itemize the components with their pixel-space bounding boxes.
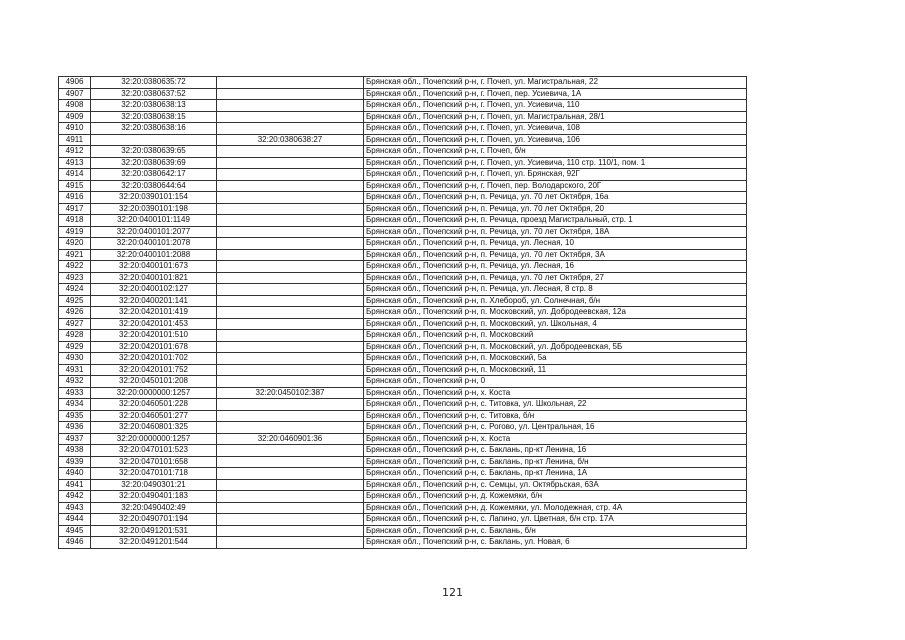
related-cadastral-number-cell (217, 468, 364, 480)
cadastral-number-cell: 32:20:0470101:658 (91, 456, 217, 468)
page-number: 121 (442, 586, 463, 599)
table-row (59, 502, 747, 514)
table-row (59, 134, 747, 146)
address-cell: Брянская обл., Почепский р-н, д. Кожемяки, ул. Молодежная, стр. 4А (364, 502, 747, 514)
cadastral-number-cell: 32:20:0450101:208 (91, 376, 217, 388)
table-row (59, 203, 747, 215)
cadastral-number-cell: 32:20:0490402:49 (91, 502, 217, 514)
related-cadastral-number-cell (217, 445, 364, 457)
table-row (59, 399, 747, 411)
cadastral-number-cell: 32:20:0420101:678 (91, 341, 217, 353)
registry-table-body (59, 77, 747, 549)
table-row (59, 307, 747, 319)
table-row (59, 445, 747, 457)
table-row (59, 353, 747, 365)
cadastral-number-cell: 32:20:0400102:127 (91, 284, 217, 296)
row-number-cell: 4914 (59, 169, 91, 181)
related-cadastral-number-cell (217, 157, 364, 169)
cadastral-number-cell: 32:20:0400101:2077 (91, 226, 217, 238)
related-cadastral-number-cell (217, 226, 364, 238)
address-cell: Брянская обл., Почепский р-н, г. Почеп, ул. Усиевича, 106 (364, 134, 747, 146)
cadastral-number-cell: 32:20:0490401:183 (91, 491, 217, 503)
related-cadastral-number-cell (217, 525, 364, 537)
row-number-cell: 4944 (59, 514, 91, 526)
cadastral-number-cell: 32:20:0400101:1149 (91, 215, 217, 227)
related-cadastral-number-cell (217, 180, 364, 192)
row-number-cell: 4945 (59, 525, 91, 537)
cadastral-number-cell: 32:20:0400101:2078 (91, 238, 217, 250)
row-number-cell: 4926 (59, 307, 91, 319)
related-cadastral-number-cell (217, 77, 364, 89)
cadastral-number-cell: 32:20:0380644:64 (91, 180, 217, 192)
cadastral-number-cell: 32:20:0380642:17 (91, 169, 217, 181)
row-number-cell: 4930 (59, 353, 91, 365)
related-cadastral-number-cell: 32:20:0460901:36 (217, 433, 364, 445)
row-number-cell: 4910 (59, 123, 91, 135)
address-cell: Брянская обл., Почепский р-н, с. Баклань, б/н (364, 525, 747, 537)
table-row (59, 341, 747, 353)
cadastral-number-cell: 32:20:0000000:1257 (91, 433, 217, 445)
row-number-cell: 4925 (59, 295, 91, 307)
cadastral-number-cell: 32:20:0390101:154 (91, 192, 217, 204)
related-cadastral-number-cell (217, 203, 364, 215)
address-cell: Брянская обл., Почепский р-н, г. Почеп, ул. Магистральная, 22 (364, 77, 747, 89)
related-cadastral-number-cell (217, 284, 364, 296)
row-number-cell: 4919 (59, 226, 91, 238)
cadastral-number-cell: 32:20:0420101:453 (91, 318, 217, 330)
related-cadastral-number-cell (217, 422, 364, 434)
row-number-cell: 4916 (59, 192, 91, 204)
row-number-cell: 4928 (59, 330, 91, 342)
related-cadastral-number-cell (217, 318, 364, 330)
address-cell: Брянская обл., Почепский р-н, п. Московский, ул. Добродеевская, 5Б (364, 341, 747, 353)
cadastral-number-cell: 32:20:0380638:13 (91, 100, 217, 112)
address-cell: Брянская обл., Почепский р-н, п. Речица, ул. 70 лет Октября, 18А (364, 226, 747, 238)
cadastral-number-cell: 32:20:0400101:821 (91, 272, 217, 284)
table-row (59, 146, 747, 158)
related-cadastral-number-cell (217, 353, 364, 365)
table-row (59, 100, 747, 112)
related-cadastral-number-cell (217, 399, 364, 411)
registry-table (58, 76, 747, 549)
address-cell: Брянская обл., Почепский р-н, г. Почеп, пер. Володарского, 20Г (364, 180, 747, 192)
address-cell: Брянская обл., Почепский р-н, г. Почеп, ул. Усиевича, 110 стр. 110/1, пом. 1 (364, 157, 747, 169)
cadastral-number-cell: 32:20:0470101:523 (91, 445, 217, 457)
cadastral-number-cell: 32:20:0491201:531 (91, 525, 217, 537)
table-row (59, 284, 747, 296)
related-cadastral-number-cell (217, 295, 364, 307)
address-cell: Брянская обл., Почепский р-н, п. Речица, ул. 70 лет Октября, 27 (364, 272, 747, 284)
cadastral-number-cell: 32:20:0380638:15 (91, 111, 217, 123)
table-row (59, 77, 747, 89)
cadastral-number-cell: 32:20:0380635:72 (91, 77, 217, 89)
related-cadastral-number-cell (217, 169, 364, 181)
row-number-cell: 4923 (59, 272, 91, 284)
row-number-cell: 4937 (59, 433, 91, 445)
table-row (59, 192, 747, 204)
address-cell: Брянская обл., Почепский р-н, п. Речица, ул. 70 лет Октября, 16а (364, 192, 747, 204)
address-cell: Брянская обл., Почепский р-н, г. Почеп, ул. Усиевича, 110 (364, 100, 747, 112)
cadastral-number-cell: 32:20:0490701:194 (91, 514, 217, 526)
cadastral-number-cell: 32:20:0460801:325 (91, 422, 217, 434)
row-number-cell: 4946 (59, 537, 91, 549)
table-row (59, 169, 747, 181)
table-row (59, 514, 747, 526)
related-cadastral-number-cell: 32:20:0450102:387 (217, 387, 364, 399)
table-row (59, 525, 747, 537)
table-row (59, 123, 747, 135)
cadastral-number-cell: 32:20:0380639:65 (91, 146, 217, 158)
table-row (59, 272, 747, 284)
related-cadastral-number-cell (217, 330, 364, 342)
table-row (59, 537, 747, 549)
address-cell: Брянская обл., Почепский р-н, п. Московский, ул. Добродеевская, 12а (364, 307, 747, 319)
related-cadastral-number-cell (217, 307, 364, 319)
cadastral-number-cell: 32:20:0400201:141 (91, 295, 217, 307)
related-cadastral-number-cell (217, 100, 364, 112)
related-cadastral-number-cell (217, 238, 364, 250)
related-cadastral-number-cell (217, 215, 364, 227)
related-cadastral-number-cell (217, 261, 364, 273)
related-cadastral-number-cell (217, 514, 364, 526)
address-cell: Брянская обл., Почепский р-н, с. Титовка, ул. Школьная, 22 (364, 399, 747, 411)
table-row (59, 364, 747, 376)
cadastral-number-cell: 32:20:0491201:544 (91, 537, 217, 549)
row-number-cell: 4927 (59, 318, 91, 330)
row-number-cell: 4942 (59, 491, 91, 503)
cadastral-number-cell: 32:20:0000000:1257 (91, 387, 217, 399)
cadastral-number-cell (91, 134, 217, 146)
table-row (59, 226, 747, 238)
row-number-cell: 4932 (59, 376, 91, 388)
table-row (59, 387, 747, 399)
related-cadastral-number-cell (217, 410, 364, 422)
address-cell: Брянская обл., Почепский р-н, п. Речица, ул. 70 лет Октября, 3А (364, 249, 747, 261)
address-cell: Брянская обл., Почепский р-н, г. Почеп, б/н (364, 146, 747, 158)
table-row (59, 295, 747, 307)
table-row (59, 238, 747, 250)
related-cadastral-number-cell (217, 272, 364, 284)
related-cadastral-number-cell (217, 502, 364, 514)
cadastral-number-cell: 32:20:0420101:419 (91, 307, 217, 319)
row-number-cell: 4933 (59, 387, 91, 399)
row-number-cell: 4941 (59, 479, 91, 491)
row-number-cell: 4931 (59, 364, 91, 376)
address-cell: Брянская обл., Почепский р-н, с. Семцы, ул. Октябрьская, 63А (364, 479, 747, 491)
table-row (59, 422, 747, 434)
table-row (59, 433, 747, 445)
address-cell: Брянская обл., Почепский р-н, п. Московский, 11 (364, 364, 747, 376)
related-cadastral-number-cell (217, 491, 364, 503)
address-cell: Брянская обл., Почепский р-н, х. Коста (364, 433, 747, 445)
related-cadastral-number-cell (217, 456, 364, 468)
cadastral-number-cell: 32:20:0380638:16 (91, 123, 217, 135)
row-number-cell: 4909 (59, 111, 91, 123)
table-row (59, 479, 747, 491)
address-cell: Брянская обл., Почепский р-н, с. Баклань, пр-кт Ленина, б/н (364, 456, 747, 468)
related-cadastral-number-cell (217, 364, 364, 376)
table-row (59, 88, 747, 100)
address-cell: Брянская обл., Почепский р-н, с. Рогово, ул. Центральная, 16 (364, 422, 747, 434)
row-number-cell: 4938 (59, 445, 91, 457)
related-cadastral-number-cell (217, 341, 364, 353)
related-cadastral-number-cell (217, 479, 364, 491)
table-row (59, 468, 747, 480)
cadastral-number-cell: 32:20:0460501:228 (91, 399, 217, 411)
row-number-cell: 4936 (59, 422, 91, 434)
related-cadastral-number-cell (217, 111, 364, 123)
cadastral-number-cell: 32:20:0400101:2088 (91, 249, 217, 261)
related-cadastral-number-cell (217, 537, 364, 549)
address-cell: Брянская обл., Почепский р-н, г. Почеп, пер. Усиевича, 1А (364, 88, 747, 100)
related-cadastral-number-cell (217, 192, 364, 204)
cadastral-number-cell: 32:20:0380637:52 (91, 88, 217, 100)
cadastral-number-cell: 32:20:0420101:702 (91, 353, 217, 365)
row-number-cell: 4924 (59, 284, 91, 296)
table-row (59, 376, 747, 388)
table-row (59, 330, 747, 342)
table-row (59, 261, 747, 273)
row-number-cell: 4917 (59, 203, 91, 215)
address-cell: Брянская обл., Почепский р-н, с. Баклань, ул. Новая, 6 (364, 537, 747, 549)
address-cell: Брянская обл., Почепский р-н, п. Речица, ул. Лесная, 16 (364, 261, 747, 273)
address-cell: Брянская обл., Почепский р-н, п. Речица, ул. Лесная, 10 (364, 238, 747, 250)
address-cell: Брянская обл., Почепский р-н, г. Почеп, ул. Усиевича, 108 (364, 123, 747, 135)
row-number-cell: 4907 (59, 88, 91, 100)
cadastral-number-cell: 32:20:0390101:198 (91, 203, 217, 215)
address-cell: Брянская обл., Почепский р-н, 0 (364, 376, 747, 388)
address-cell: Брянская обл., Почепский р-н, г. Почеп, ул. Магистральная, 28/1 (364, 111, 747, 123)
table-row (59, 180, 747, 192)
row-number-cell: 4943 (59, 502, 91, 514)
table-row (59, 318, 747, 330)
related-cadastral-number-cell (217, 376, 364, 388)
related-cadastral-number-cell (217, 146, 364, 158)
row-number-cell: 4934 (59, 399, 91, 411)
row-number-cell: 4929 (59, 341, 91, 353)
row-number-cell: 4920 (59, 238, 91, 250)
cadastral-number-cell: 32:20:0420101:752 (91, 364, 217, 376)
row-number-cell: 4922 (59, 261, 91, 273)
cadastral-number-cell: 32:20:0420101:510 (91, 330, 217, 342)
table-row (59, 491, 747, 503)
related-cadastral-number-cell (217, 123, 364, 135)
related-cadastral-number-cell (217, 88, 364, 100)
cadastral-number-cell: 32:20:0460501:277 (91, 410, 217, 422)
row-number-cell: 4918 (59, 215, 91, 227)
row-number-cell: 4915 (59, 180, 91, 192)
address-cell: Брянская обл., Почепский р-н, с. Титовка, б/н (364, 410, 747, 422)
address-cell: Брянская обл., Почепский р-н, п. Речица, ул. Лесная, 8 стр. 8 (364, 284, 747, 296)
table-row (59, 157, 747, 169)
related-cadastral-number-cell: 32:20:0380638:27 (217, 134, 364, 146)
address-cell: Брянская обл., Почепский р-н, п. Речица, проезд Магистральный, стр. 1 (364, 215, 747, 227)
row-number-cell: 4921 (59, 249, 91, 261)
address-cell: Брянская обл., Почепский р-н, с. Баклань, пр-кт Ленина, 1А (364, 468, 747, 480)
row-number-cell: 4939 (59, 456, 91, 468)
address-cell: Брянская обл., Почепский р-н, п. Московский, ул. Школьная, 4 (364, 318, 747, 330)
row-number-cell: 4935 (59, 410, 91, 422)
address-cell: Брянская обл., Почепский р-н, с. Баклань, пр-кт Ленина, 16 (364, 445, 747, 457)
address-cell: Брянская обл., Почепский р-н, с. Лапино, ул. Цветная, б/н стр. 17А (364, 514, 747, 526)
row-number-cell: 4940 (59, 468, 91, 480)
row-number-cell: 4906 (59, 77, 91, 89)
cadastral-number-cell: 32:20:0470101:718 (91, 468, 217, 480)
address-cell: Брянская обл., Почепский р-н, х. Коста (364, 387, 747, 399)
related-cadastral-number-cell (217, 249, 364, 261)
table-row (59, 111, 747, 123)
row-number-cell: 4913 (59, 157, 91, 169)
row-number-cell: 4912 (59, 146, 91, 158)
address-cell: Брянская обл., Почепский р-н, п. Хлебороб, ул. Солнечная, б/н (364, 295, 747, 307)
cadastral-number-cell: 32:20:0490301:21 (91, 479, 217, 491)
cadastral-number-cell: 32:20:0380639:69 (91, 157, 217, 169)
address-cell: Брянская обл., Почепский р-н, п. Московский, 5а (364, 353, 747, 365)
table-row (59, 410, 747, 422)
row-number-cell: 4908 (59, 100, 91, 112)
cadastral-number-cell: 32:20:0400101:673 (91, 261, 217, 273)
address-cell: Брянская обл., Почепский р-н, п. Речица, ул. 70 лет Октября, 20 (364, 203, 747, 215)
table-row (59, 215, 747, 227)
table-row (59, 456, 747, 468)
address-cell: Брянская обл., Почепский р-н, п. Московский (364, 330, 747, 342)
address-cell: Брянская обл., Почепский р-н, г. Почеп, ул. Брянская, 92Г (364, 169, 747, 181)
address-cell: Брянская обл., Почепский р-н, д. Кожемяки, б/н (364, 491, 747, 503)
row-number-cell: 4911 (59, 134, 91, 146)
table-row (59, 249, 747, 261)
